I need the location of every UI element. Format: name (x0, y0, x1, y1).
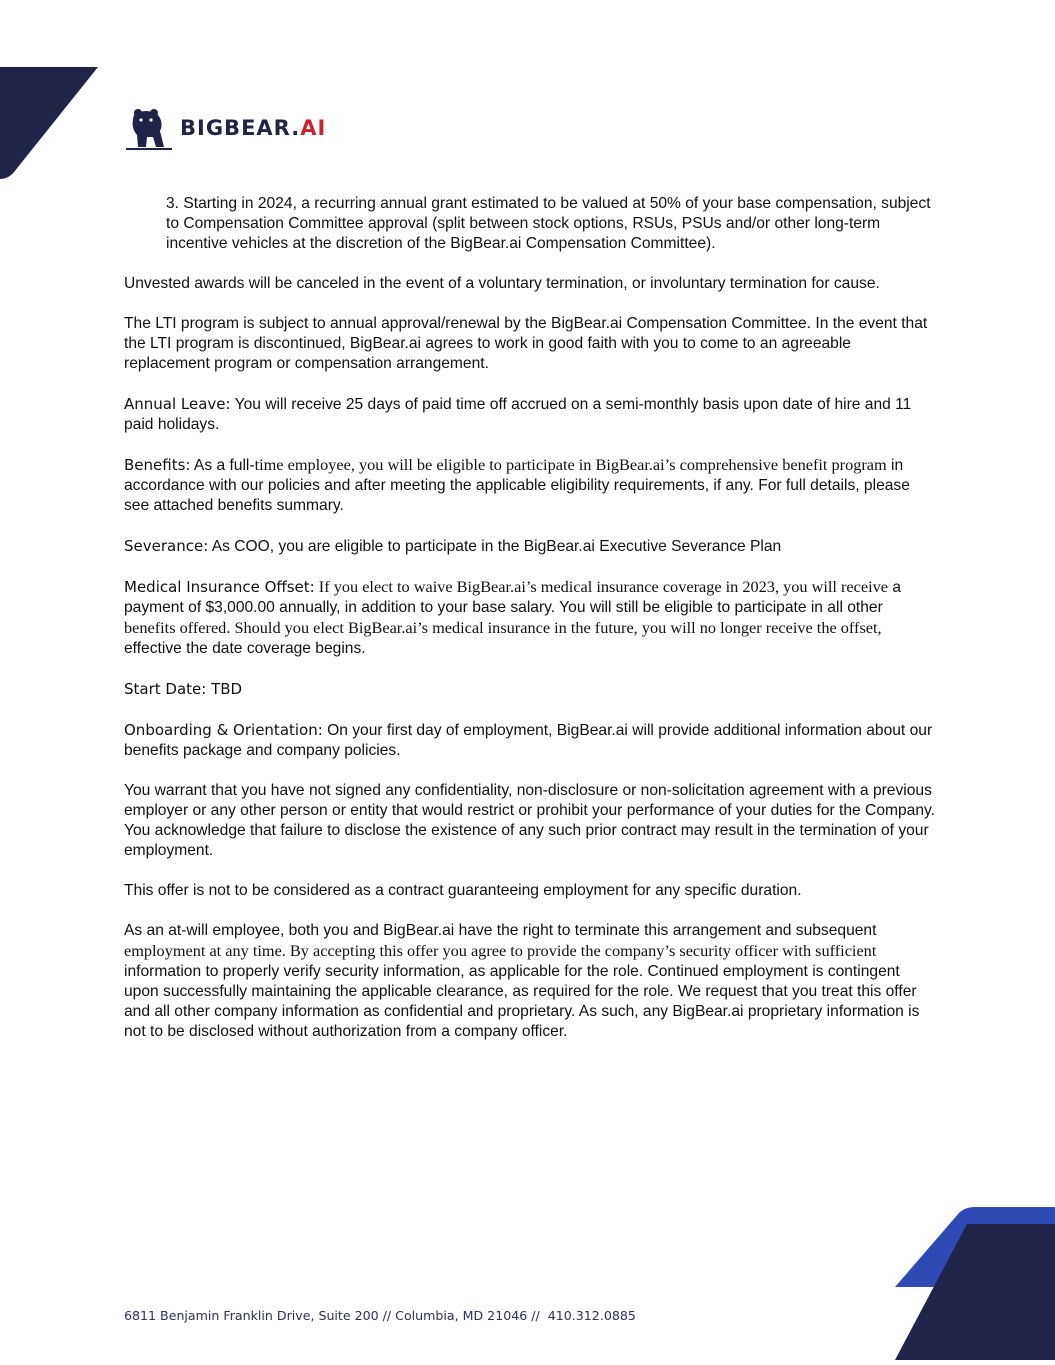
start-date-paragraph (124, 679, 936, 700)
lti-program-paragraph: The LTI program is subject to annual approval/renewal by the BigBear.ai Compensation Committee. In the event that the LTI program is discontinued, BigBear.ai agrees to work in good faith with you to come to an agreeable replacement program or compensation arrangement. (124, 315, 928, 372)
annual-leave-paragraph: Annual Leave: You will receive 25 days of paid time off accrued on a semi-monthly basis upon date of hire and 11 paid holidays. (124, 395, 912, 433)
onboarding-label: Onboarding & Orientation: (124, 721, 323, 739)
onboarding-paragraph: Onboarding & Orientation: On your first day of employment, BigBear.ai will provide additional information about our benefits package and company policies. (124, 721, 933, 759)
ltip-item-3: 3. Starting in 2024, a recurring annual grant estimated to be valued at 50% of your base compensation, subject to Compensation Committee approval (split between stock options, RSUs, PSUs and/or other long-term incentive vehicles at the discretion of the BigBear.ai Compensation Committee). (166, 195, 931, 252)
medical-insurance-offset-label: Medical Insurance Offset: (124, 578, 315, 596)
at-will-paragraph: As an at-will employee, both you and BigBear.ai have the right to terminate this arrangement and subsequent employment at any time. By accepting this offer you agree to provide the company’s security officer with sufficient information to properly verify security information, as applicable for the role. Continued employment is contingent upon successfully maintaining the applicable clearance, as required for the role. We request that you treat this offer and all other company information as confidential and proprietary. As such, any BigBear.ai proprietary information is not to be disclosed without authorization from a company officer. (124, 922, 920, 1040)
benefits-paragraph: Benefits: As a full-time employee, you will be eligible to participate in BigBear.ai’s comprehensive benefit program in accordance with our policies and after meeting the applicable eligibility requirements, if any. For full details, please see attached benefits summary. (124, 455, 910, 514)
corner-decoration-bottom-right (895, 1205, 1055, 1365)
start-date-value: TBD (206, 680, 243, 698)
severance-paragraph: Severance: As COO, you are eligible to participate in the BigBear.ai Executive Severance Plan (124, 537, 782, 555)
corner-decoration-top-left (0, 0, 100, 180)
medical-insurance-offset-paragraph: Medical Insurance Offset: If you elect to waive BigBear.ai’s medical insurance coverage in 2023, you will receive a payment of $3,000.00 annually, in addition to your base salary. You will still be eligible to participate in all other benefits offered. Should you elect BigBear.ai’s medical insurance in the future, you will no longer receive the offset, effective the date coverage begins. (124, 577, 901, 657)
unvested-awards-paragraph: Unvested awards will be canceled in the event of a voluntary termination, or involuntary termination for cause. (124, 275, 880, 292)
bear-logo-icon (124, 105, 174, 151)
warranty-paragraph: You warrant that you have not signed any confidentiality, non-disclosure or non-solicitation agreement with a previous employer or any other person or entity that would restrict or prohibit your performance of your duties for the Company. You acknowledge that failure to disclose the existence of any such prior contract may result in the termination of your employment. (124, 782, 935, 859)
severance-label: Severance: (124, 537, 209, 555)
not-contract-paragraph: This offer is not to be considered as a contract guaranteeing employment for any specific duration. (124, 882, 802, 899)
company-logo (124, 104, 326, 152)
start-date-label: Start Date: (124, 680, 207, 698)
letter-body (124, 194, 936, 1062)
annual-leave-label: Annual Leave: (124, 395, 231, 413)
logo-wordmark: BIGBEAR.AI (180, 115, 327, 140)
benefits-label: Benefits: (124, 456, 191, 474)
footer-address: 6811 Benjamin Franklin Drive, Suite 200 // Columbia, MD 21046 // 410.312.0885 (124, 1308, 636, 1323)
